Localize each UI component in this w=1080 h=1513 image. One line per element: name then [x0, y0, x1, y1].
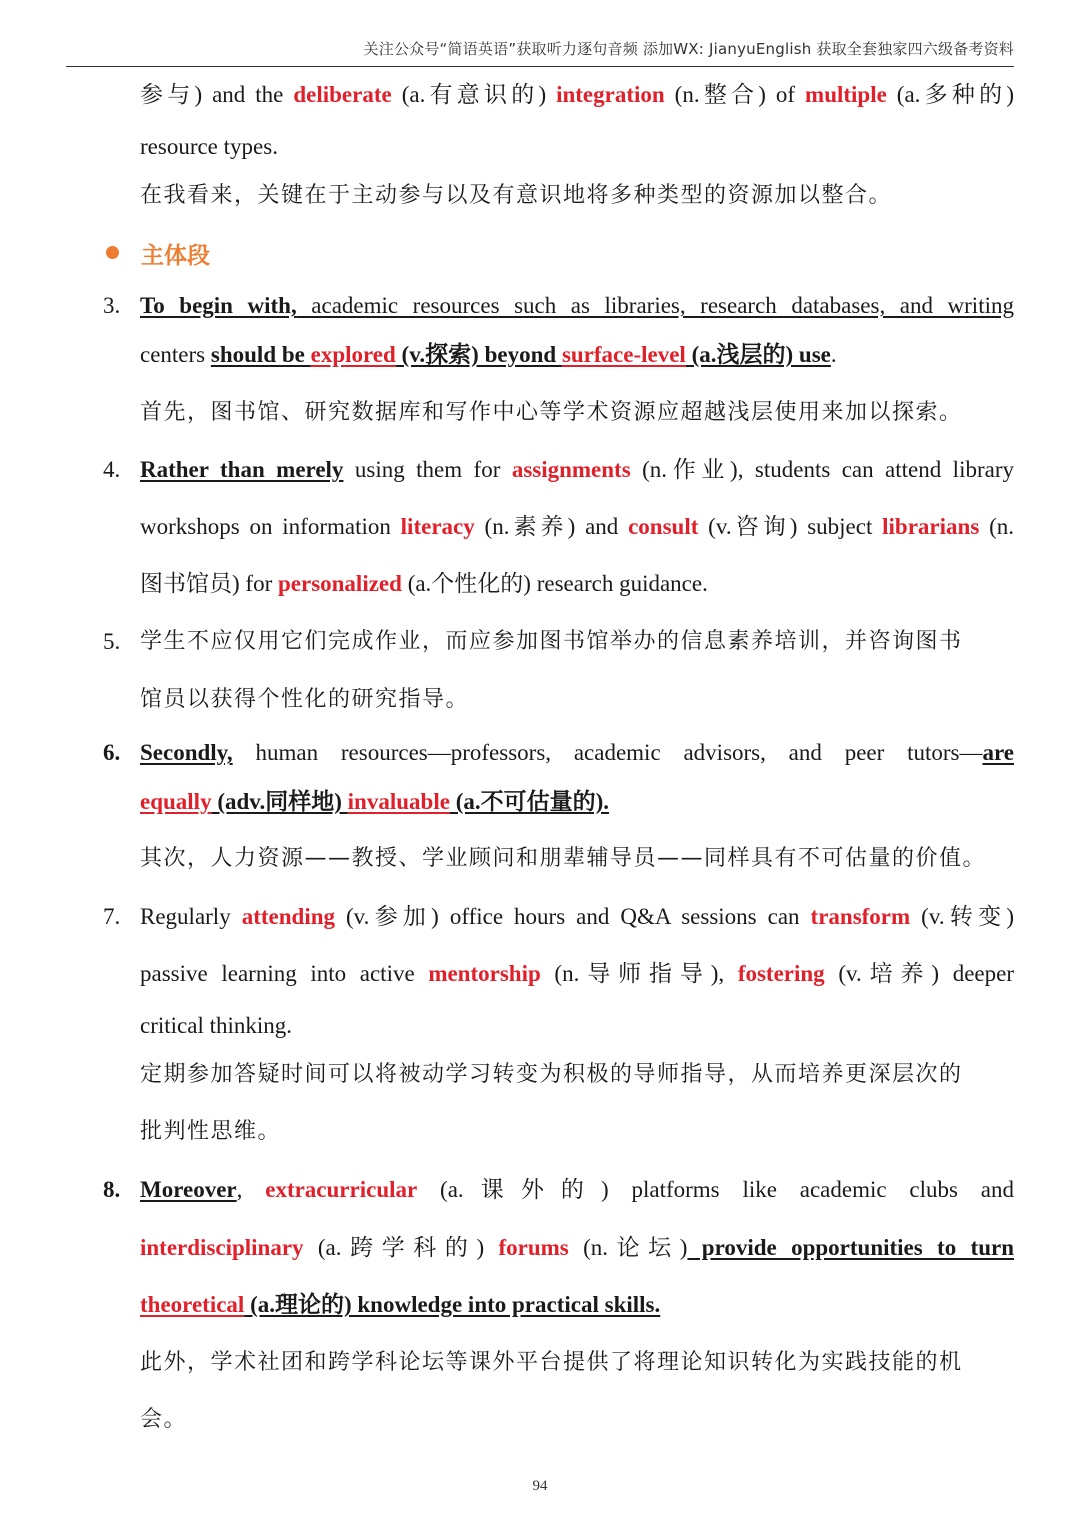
p7-line-3: critical thinking. — [140, 1013, 293, 1038]
p3-translation: 首先，图书馆、研究数据库和写作中心等学术资源应超越浅层使用来加以探索。 — [140, 400, 963, 425]
intro-translation: 在我看来，关键在于主动参与以及有意识地将多种类型的资源加以整合。 — [140, 183, 893, 208]
p8-line-1: Moreover, extracurricular (a.课外的) platforms like academic clubs and — [140, 1177, 1015, 1202]
p5-line-1: 学生不应仅用它们完成作业，而应参加图书馆举办的信息素养培训，并咨询图书 — [140, 629, 963, 654]
item-number-8: 8. — [103, 1177, 121, 1202]
intro-line-1: 参与) and the deliberate (a.有意识的) integration (n.整合) of multiple (a.多种的) — [140, 82, 1014, 107]
item-number-6: 6. — [103, 740, 121, 765]
p4-line-1: Rather than merely using them for assignments (n.作业), students can attend library — [140, 457, 1014, 482]
section-title: 主体段 — [141, 243, 210, 269]
p7-line-2: passive learning into active mentorship (n.导师指导), fostering (v.培养) deeper — [140, 961, 1014, 986]
item-number-3: 3. — [103, 293, 121, 318]
p7-translation-2: 批判性思维。 — [140, 1119, 282, 1144]
p5-line-2: 馆员以获得个性化的研究指导。 — [140, 687, 470, 712]
p7-line-1: Regularly attending (v.参加) office hours and Q&A sessions can transform (v.转变) — [140, 904, 1015, 929]
p8-line-2: interdisciplinary (a.跨学科的) forums (n.论坛) provide opportunities to turn — [140, 1235, 1015, 1260]
p7-translation-1: 定期参加答疑时间可以将被动学习转变为积极的导师指导，从而培养更深层次的 — [140, 1062, 963, 1087]
p4-line-3: 图书馆员) for personalized (a.个性化的) research guidance. — [140, 571, 708, 596]
page-number: 94 — [532, 1478, 548, 1494]
p4-line-2: workshops on information literacy (n.素养) and consult (v.咨询) subject librarians (n. — [140, 514, 1014, 539]
item-number-7: 7. — [103, 904, 121, 929]
p6-line-1: Secondly, human resources—professors, academic advisors, and peer tutors—are — [140, 740, 1014, 765]
p8-translation-2: 会。 — [140, 1407, 188, 1432]
item-number-5: 5. — [103, 629, 121, 654]
page-header: 关注公众号“简语英语”获取听力逐句音频 添加WX: JianyuEnglish 获取全套独家四六级备考资料 — [66, 38, 1014, 67]
p3-line-1: To begin with, academic resources such as libraries, research databases, and writing — [140, 293, 1014, 318]
p8-translation-1: 此外，学术社团和跨学科论坛等课外平台提供了将理论知识转化为实践技能的机 — [140, 1350, 963, 1375]
intro-line-2: resource types. — [140, 134, 278, 159]
p3-line-2: centers should be explored (v.探索) beyond surface-level (a.浅层的) use. — [140, 342, 837, 367]
p6-line-2: equally (adv.同样地) invaluable (a.不可估量的). — [140, 789, 610, 814]
p8-line-3: theoretical (a.理论的) knowledge into practical skills. — [140, 1292, 661, 1317]
p6-translation: 其次，人力资源——教授、学业顾问和朋辈辅导员——同样具有不可估量的价值。 — [140, 846, 987, 871]
item-number-4: 4. — [103, 457, 121, 482]
bullet-dot-icon — [106, 246, 119, 259]
